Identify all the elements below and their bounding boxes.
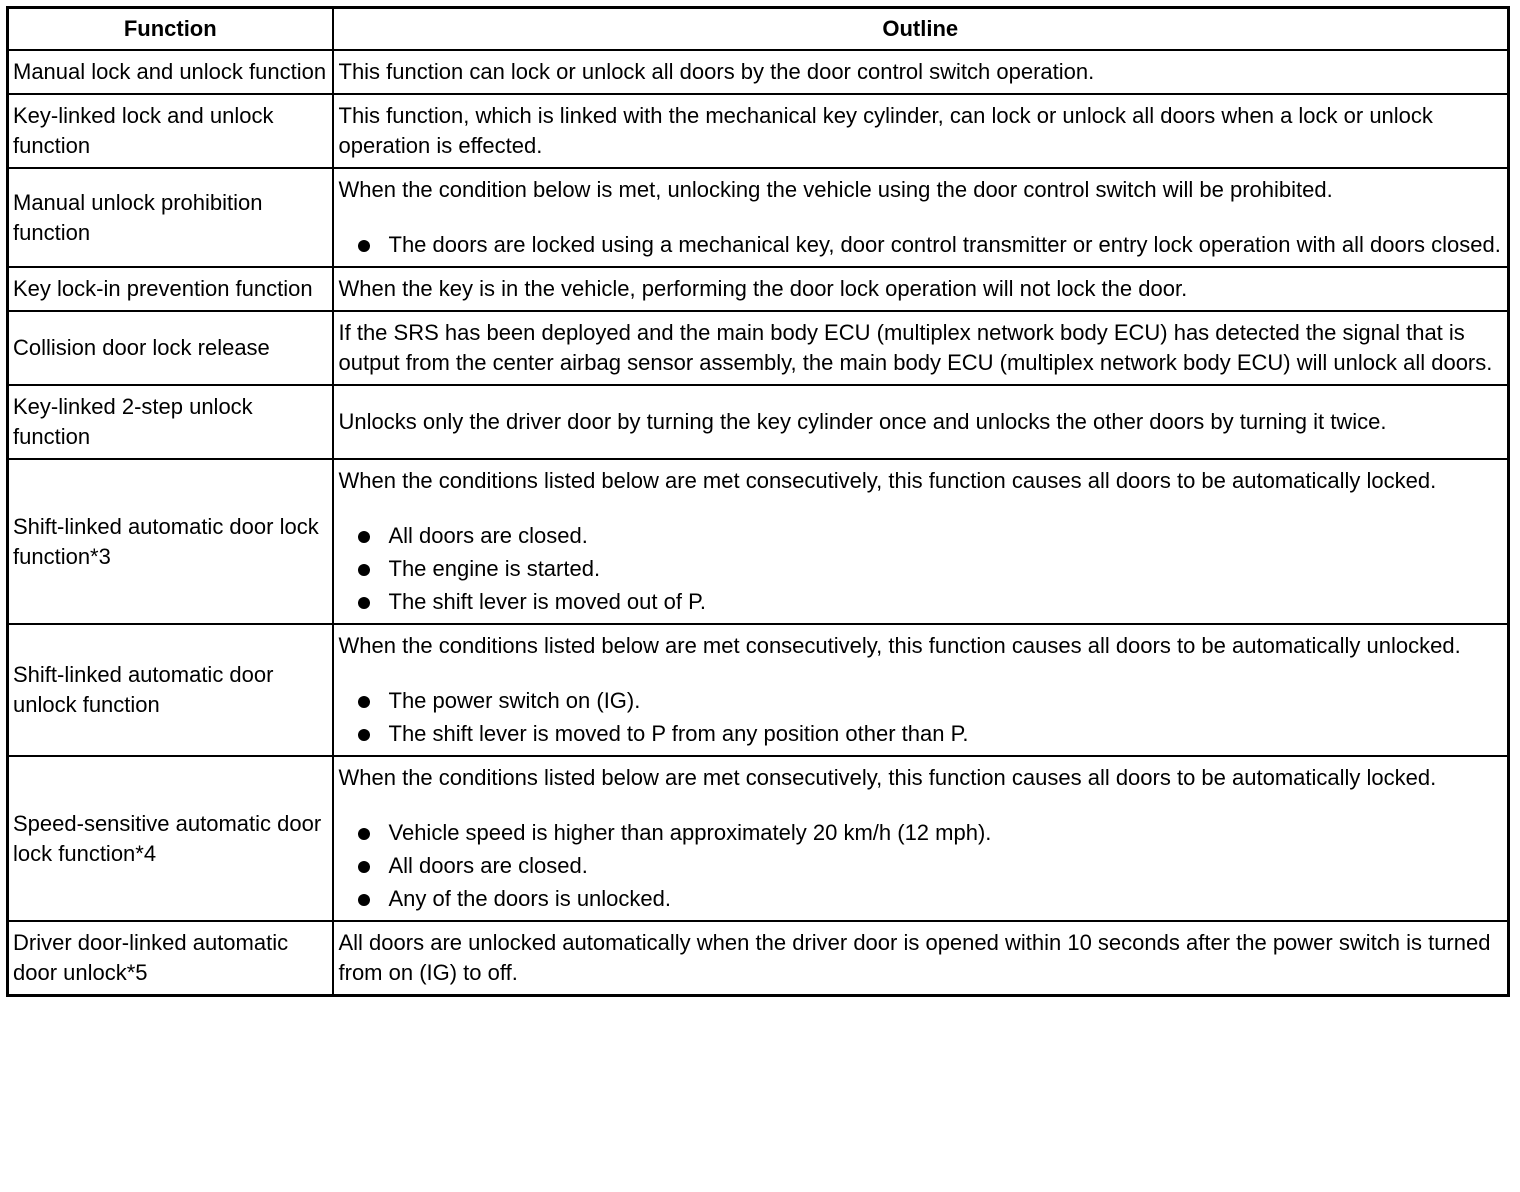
bullet-icon	[358, 531, 370, 543]
table-row	[8, 624, 1509, 756]
outline-cell	[333, 624, 1509, 756]
list-item	[339, 554, 1502, 584]
outline-cell	[333, 94, 1509, 168]
outline-text: Unlocks only the driver door by turning the key cylinder once and unlocks the other doors by turning it twice.	[338, 409, 1387, 434]
list-item-text: The engine is started.	[388, 556, 601, 581]
outline-cell	[333, 311, 1509, 385]
table-row	[8, 267, 1509, 311]
bullet-icon	[358, 696, 370, 708]
outline-text: When the condition below is met, unlocking the vehicle using the door control switch will be prohibited.	[338, 177, 1333, 202]
bullet-icon	[358, 240, 370, 252]
function-cell: Key-linked lock and unlock function	[8, 94, 333, 168]
table-row	[8, 311, 1509, 385]
list-item-text: All doors are closed.	[388, 853, 588, 878]
list-item	[339, 851, 1502, 881]
outline-text: When the conditions listed below are met consecutively, this function causes all doors to be automatically locked.	[338, 765, 1437, 790]
list-item-text: The shift lever is moved out of P.	[388, 589, 707, 614]
list-item-text: The power switch on (IG).	[388, 688, 641, 713]
list-item	[339, 719, 1502, 749]
function-cell: Shift-linked automatic door lock function*3	[8, 459, 333, 624]
outline-text: When the conditions listed below are met consecutively, this function causes all doors to be automatically locked.	[338, 468, 1437, 493]
list-item	[339, 587, 1502, 617]
table-row	[8, 168, 1509, 267]
outline-text: When the conditions listed below are met consecutively, this function causes all doors to be automatically unlocked.	[338, 633, 1461, 658]
door-lock-function-table	[6, 6, 1510, 997]
table-row	[8, 94, 1509, 168]
outline-text: This function can lock or unlock all doors by the door control switch operation.	[338, 59, 1095, 84]
bullet-icon	[358, 894, 370, 906]
bullet-icon	[358, 729, 370, 741]
outline-text: When the key is in the vehicle, performing the door lock operation will not lock the door.	[338, 276, 1188, 301]
paragraph-gap	[339, 496, 1502, 521]
function-cell: Driver door-linked automatic door unlock*5	[8, 921, 333, 996]
condition-list	[339, 686, 1502, 749]
bullet-icon	[358, 564, 370, 576]
table-row	[8, 50, 1509, 94]
paragraph-gap	[339, 205, 1502, 230]
function-cell: Collision door lock release	[8, 311, 333, 385]
function-cell: Key-linked 2-step unlock function	[8, 385, 333, 459]
function-cell: Manual unlock prohibition function	[8, 168, 333, 267]
table-row	[8, 459, 1509, 624]
paragraph-gap	[339, 793, 1502, 818]
function-cell: Key lock-in prevention function	[8, 267, 333, 311]
outline-cell	[333, 459, 1509, 624]
outline-text: If the SRS has been deployed and the main body ECU (multiplex network body ECU) has detected the signal that is output from the center airbag sensor assembly, the main body ECU (multiplex network body ECU) will unlock all doors.	[338, 320, 1493, 375]
table-row	[8, 385, 1509, 459]
outline-text: All doors are unlocked automatically when the driver door is opened within 10 seconds after the power switch is turned from on (IG) to off.	[338, 930, 1491, 985]
condition-list	[339, 230, 1502, 260]
bullet-icon	[358, 861, 370, 873]
list-item	[339, 230, 1502, 260]
column-header-function: Function	[8, 8, 333, 51]
bullet-icon	[358, 597, 370, 609]
bullet-icon	[358, 828, 370, 840]
list-item-text: All doors are closed.	[388, 523, 588, 548]
outline-cell	[333, 756, 1509, 921]
list-item-text: The doors are locked using a mechanical key, door control transmitter or entry lock operation with all doors closed.	[388, 232, 1501, 257]
list-item-text: The shift lever is moved to P from any position other than P.	[388, 721, 969, 746]
outline-cell	[333, 168, 1509, 267]
table-row	[8, 756, 1509, 921]
outline-text: This function, which is linked with the mechanical key cylinder, can lock or unlock all doors when a lock or unlock operation is effected.	[338, 103, 1433, 158]
paragraph-gap	[339, 661, 1502, 686]
condition-list	[339, 521, 1502, 617]
table-row	[8, 921, 1509, 996]
table-header-row	[8, 8, 1509, 51]
outline-cell	[333, 50, 1509, 94]
list-item-text: Vehicle speed is higher than approximately 20 km/h (12 mph).	[388, 820, 992, 845]
list-item	[339, 521, 1502, 551]
list-item	[339, 884, 1502, 914]
outline-cell	[333, 385, 1509, 459]
function-cell: Manual lock and unlock function	[8, 50, 333, 94]
list-item-text: Any of the doors is unlocked.	[388, 886, 671, 911]
list-item	[339, 686, 1502, 716]
list-item	[339, 818, 1502, 848]
condition-list	[339, 818, 1502, 914]
column-header-outline: Outline	[333, 8, 1509, 51]
outline-cell	[333, 267, 1509, 311]
outline-cell	[333, 921, 1509, 996]
function-cell: Speed-sensitive automatic door lock function*4	[8, 756, 333, 921]
function-cell: Shift-linked automatic door unlock function	[8, 624, 333, 756]
